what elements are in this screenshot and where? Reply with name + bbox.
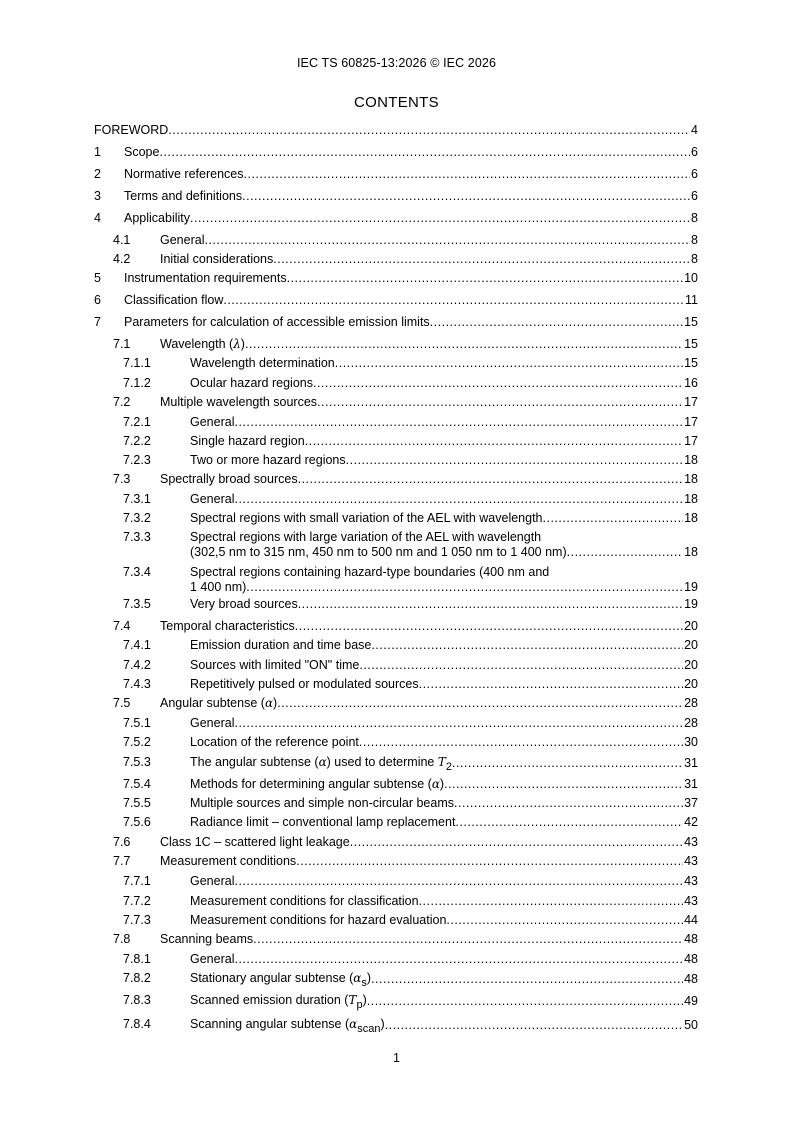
toc-section-number: 7	[94, 315, 101, 329]
dot-leader	[245, 337, 683, 352]
toc-section-number: 7.4.2	[123, 658, 151, 672]
toc-section-number: 7.7.3	[123, 913, 151, 927]
toc-entry[interactable]	[94, 376, 698, 391]
dot-leader	[359, 735, 683, 750]
toc-entry-body	[190, 1017, 698, 1033]
dot-leader	[444, 777, 683, 792]
dot-leader	[543, 511, 684, 526]
toc-entry[interactable]	[94, 874, 698, 889]
toc-entry-text: Initial considerations	[160, 252, 274, 266]
toc-entry-text: General	[190, 952, 235, 966]
toc-entry-text: Single hazard region	[190, 434, 305, 448]
toc-entry-body	[190, 874, 698, 889]
toc-entry[interactable]	[94, 565, 698, 595]
toc-entry-text: Stationary angular subtense (	[190, 971, 354, 985]
toc-entry[interactable]	[94, 777, 698, 792]
toc-entry[interactable]	[94, 415, 698, 430]
toc-entry[interactable]	[94, 658, 698, 673]
math-symbol: α	[353, 971, 362, 985]
toc-page-number: 8	[691, 211, 698, 225]
toc-entry-body	[160, 932, 698, 947]
toc-section-number: 7.5.6	[123, 815, 151, 829]
dot-leader	[359, 658, 683, 673]
toc-section-number: 7.5.4	[123, 777, 151, 791]
dot-leader	[168, 123, 690, 138]
page-number: 1	[393, 1051, 400, 1065]
toc-page-number: 20	[684, 638, 698, 652]
toc-page-number: 15	[684, 356, 698, 370]
toc-entry-text-suffix: )	[439, 777, 445, 791]
toc-page-number: 48	[684, 972, 698, 986]
toc-entry-text: General	[190, 716, 235, 730]
dot-leader	[452, 756, 683, 771]
toc-entry[interactable]	[94, 1017, 698, 1033]
dot-leader	[296, 854, 683, 869]
toc-section-number: 6	[94, 293, 101, 307]
toc-entry-body	[124, 211, 698, 226]
dot-leader	[234, 716, 683, 731]
toc-page-number: 16	[684, 376, 698, 390]
toc-page-number: 43	[684, 854, 698, 868]
toc-entry-text: Temporal characteristics	[160, 619, 295, 633]
dot-leader	[244, 167, 691, 182]
math-symbol: α	[318, 755, 327, 769]
toc-entry[interactable]	[94, 145, 698, 160]
toc-entry-body	[190, 777, 698, 792]
toc-entry[interactable]	[94, 993, 698, 1009]
toc-entry[interactable]	[94, 913, 698, 928]
toc-section-number: 7.5.3	[123, 755, 151, 769]
toc-entry-text: Multiple sources and simple non-circular beams	[190, 796, 455, 810]
toc-entry[interactable]	[94, 677, 698, 692]
toc-entry-body	[190, 565, 698, 595]
toc-entry-text: Multiple wavelength sources	[160, 395, 318, 409]
toc-entry[interactable]	[94, 932, 698, 947]
dot-leader	[367, 994, 683, 1009]
toc-section-number: 3	[94, 189, 101, 203]
toc-entry[interactable]	[94, 815, 698, 830]
toc-entry-text: Parameters for calculation of accessible emission limits	[124, 315, 430, 329]
dot-leader	[223, 293, 684, 308]
toc-page-number: 50	[684, 1018, 698, 1032]
toc-section-number: 7.8.2	[123, 971, 151, 985]
toc-section-number: 7.4	[113, 619, 131, 633]
toc-entry-body	[190, 356, 698, 371]
toc-entry-body	[94, 123, 698, 138]
math-subscript: p	[356, 999, 363, 1011]
toc-entry-text-suffix: ) used to determine	[326, 755, 438, 769]
toc-entry-text: Repetitively pulsed or modulated sources	[190, 677, 419, 691]
toc-page-number: 4	[691, 123, 698, 137]
toc-section-number: 7.8.4	[123, 1017, 151, 1031]
math-symbol: α	[349, 1017, 358, 1031]
toc-page-number: 31	[684, 777, 698, 791]
toc-section-number: 4.1	[113, 233, 131, 247]
math-subscript: scan	[357, 1023, 381, 1035]
toc-entry-body	[190, 677, 698, 692]
dot-leader	[350, 835, 683, 850]
toc-entry-body	[124, 145, 698, 160]
toc-entry-text: Scanning angular subtense (	[190, 1017, 350, 1031]
toc-entry-body	[124, 189, 698, 204]
toc-entry-body	[190, 511, 698, 526]
toc-entry[interactable]	[94, 395, 698, 410]
toc-entry[interactable]	[94, 735, 698, 750]
dot-leader	[287, 271, 684, 286]
toc-entry[interactable]	[94, 511, 698, 526]
dot-leader	[317, 395, 683, 410]
dot-leader	[295, 619, 683, 634]
toc-entry-text: Measurement conditions for classification	[190, 894, 419, 908]
toc-page-number: 18	[684, 453, 698, 467]
toc-entry-text: Spectrally broad sources	[160, 472, 298, 486]
toc-entry-text: 1 400 nm)	[190, 580, 247, 594]
toc-page-number: 15	[684, 337, 698, 351]
toc-entry[interactable]	[94, 755, 698, 771]
toc-section-number: 7.5.1	[123, 716, 151, 730]
toc-page-number: 17	[684, 434, 698, 448]
toc-page-number: 17	[684, 395, 698, 409]
toc-entry[interactable]	[94, 796, 698, 811]
toc-page-number: 28	[684, 696, 698, 710]
toc-entry[interactable]	[94, 356, 698, 371]
dot-leader	[234, 415, 683, 430]
dot-leader	[371, 638, 683, 653]
toc-entry-body	[190, 952, 698, 967]
toc-entry-body	[160, 619, 698, 634]
toc-entry[interactable]	[94, 492, 698, 507]
toc-entry-text: General	[190, 415, 235, 429]
toc-entry-body	[160, 854, 698, 869]
toc-page-number: 20	[684, 658, 698, 672]
toc-section-number: 7.7.2	[123, 894, 151, 908]
dot-leader	[159, 145, 690, 160]
toc-entry-body	[190, 735, 698, 750]
toc-entry-text-suffix: )	[366, 971, 372, 985]
toc-entry-body	[124, 271, 698, 286]
dot-leader	[454, 796, 683, 811]
toc-entry[interactable]	[94, 453, 698, 468]
toc-entry-body	[190, 993, 698, 1009]
toc-section-number: 7.3.2	[123, 511, 151, 525]
dot-leader	[455, 815, 683, 830]
toc-section-number: 7.4.1	[123, 638, 151, 652]
toc-entry-text: Scanning beams	[160, 932, 254, 946]
toc-entry[interactable]	[94, 252, 698, 267]
toc-entry-text: Classification flow	[124, 293, 224, 307]
toc-entry-body	[190, 716, 698, 731]
toc-section-number: 7.8.3	[123, 993, 151, 1007]
toc-page-number: 48	[684, 932, 698, 946]
toc-entry-text-suffix: )	[273, 696, 278, 710]
toc-page-number: 8	[691, 252, 698, 266]
toc-section-number: 7.2.3	[123, 453, 151, 467]
toc-entry[interactable]	[94, 696, 698, 711]
toc-page-number: 11	[685, 293, 698, 307]
dot-leader	[253, 932, 683, 947]
toc-page-number: 8	[691, 233, 698, 247]
toc-entry-text: Scanned emission duration (	[190, 993, 349, 1007]
dot-leader	[190, 211, 690, 226]
toc-entry-text: Instrumentation requirements	[124, 271, 287, 285]
toc-entry-text: Wavelength (	[160, 337, 234, 351]
toc-entry-body	[190, 415, 698, 430]
toc-page-number: 18	[684, 492, 698, 506]
toc-page-number: 28	[684, 716, 698, 730]
document-header: IEC TS 60825-13:2026 © IEC 2026	[296, 56, 496, 70]
toc-section-number: 2	[94, 167, 101, 181]
toc-entry-body	[190, 658, 698, 673]
dot-leader	[277, 696, 683, 711]
toc-entry-text: Terms and definitions	[124, 189, 243, 203]
toc-section-number: 7.2	[113, 395, 131, 409]
toc-page-number: 6	[691, 145, 698, 159]
toc-entry[interactable]	[94, 271, 698, 286]
dot-leader	[335, 356, 683, 371]
dot-leader	[242, 189, 690, 204]
toc-entry-text: Location of the reference point	[190, 735, 359, 749]
toc-entry[interactable]	[94, 315, 698, 330]
toc-entry[interactable]	[94, 293, 698, 308]
toc-entry[interactable]	[94, 638, 698, 653]
toc-page-number: 20	[684, 619, 698, 633]
toc-section-number: 7.7	[113, 854, 131, 868]
toc-entry[interactable]	[94, 337, 698, 352]
toc-page-number: 17	[684, 415, 698, 429]
toc-entry-text: Sources with limited "ON" time	[190, 658, 360, 672]
toc-entry-body	[190, 971, 698, 987]
toc-entry[interactable]	[94, 434, 698, 449]
toc-entry[interactable]	[94, 716, 698, 731]
toc-entry[interactable]	[94, 894, 698, 909]
toc-section-number: 7.3.1	[123, 492, 151, 506]
toc-entry[interactable]	[94, 123, 698, 138]
math-symbol: T	[348, 993, 357, 1007]
toc-entry-text: Spectral regions with small variation of the AEL with wavelength	[190, 511, 543, 525]
toc-section-number: 4.2	[113, 252, 131, 266]
toc-section-number: 7.1	[113, 337, 131, 351]
toc-section-number: 7.6	[113, 835, 131, 849]
toc-entry[interactable]	[94, 597, 698, 612]
toc-page-number: 18	[684, 472, 698, 486]
toc-section-number: 7.3.4	[123, 565, 151, 579]
toc-section-number: 4	[94, 211, 101, 225]
dot-leader	[419, 677, 683, 692]
toc-section-number: 7.1.1	[123, 356, 151, 370]
toc-page-number: 18	[684, 511, 698, 525]
toc-entry-body	[190, 913, 698, 928]
math-subscript: s	[361, 977, 367, 989]
dot-leader	[385, 1018, 683, 1033]
toc-entry-body	[190, 638, 698, 653]
toc-entry-body	[190, 815, 698, 830]
toc-entry-text: (302,5 nm to 315 nm, 450 nm to 500 nm and 1 050 nm to 1 400 nm)	[190, 545, 567, 559]
dot-leader	[419, 894, 684, 909]
math-subscript: 2	[445, 761, 452, 773]
toc-entry-text: Spectral regions containing hazard-type boundaries (400 nm and	[190, 565, 550, 579]
toc-entry-text-suffix: )	[362, 993, 367, 1007]
dot-leader	[204, 233, 690, 248]
dot-leader	[371, 972, 683, 987]
toc-page-number: 6	[691, 167, 698, 181]
toc-page-number: 19	[684, 580, 698, 594]
toc-entry[interactable]	[94, 619, 698, 634]
toc-section-number: 7.2.2	[123, 434, 151, 448]
toc-section-number: 7.4.3	[123, 677, 151, 691]
toc-page-number: 18	[684, 545, 698, 559]
toc-entry-body	[190, 376, 698, 391]
toc-entry-body	[124, 167, 698, 182]
dot-leader	[346, 453, 683, 468]
toc-section-number: 7.5.2	[123, 735, 151, 749]
toc-entry-text: General	[190, 874, 235, 888]
toc-entry[interactable]	[94, 854, 698, 869]
toc-page-number: 15	[684, 315, 698, 329]
toc-entry-text: Angular subtense (	[160, 696, 265, 710]
toc-entry-body	[190, 434, 698, 449]
toc-page-number: 20	[684, 677, 698, 691]
toc-section-number: 7.5	[113, 696, 131, 710]
toc-entry[interactable]	[94, 530, 698, 560]
toc-page-number: 49	[684, 994, 698, 1008]
toc-section-number: 7.8	[113, 932, 131, 946]
toc-entry[interactable]	[94, 211, 698, 226]
toc-section-number: 5	[94, 271, 101, 285]
dot-leader	[567, 545, 683, 560]
toc-page-number: 6	[691, 189, 698, 203]
toc-section-number: 7.5.5	[123, 796, 151, 810]
toc-entry-text: FOREWORD	[94, 123, 169, 137]
toc-page-number: 44	[684, 913, 698, 927]
toc-entry-text: Normative references	[124, 167, 244, 181]
toc-entry-body	[190, 597, 698, 612]
toc-entry-text-suffix: )	[380, 1017, 385, 1031]
math-symbol: α	[431, 777, 440, 791]
math-symbol: T	[437, 755, 446, 769]
toc-entry[interactable]	[94, 835, 698, 850]
toc-entry-text: Methods for determining angular subtense (	[190, 777, 432, 791]
toc-section-number: 7.3.5	[123, 597, 151, 611]
toc-entry-text: Very broad sources	[190, 597, 298, 611]
toc-entry-text: Two or more hazard regions	[190, 453, 346, 467]
dot-leader	[273, 252, 690, 267]
toc-entry-text: Wavelength determination	[190, 356, 335, 370]
toc-entry-text: Scope	[124, 145, 160, 159]
toc-entry[interactable]	[94, 233, 698, 248]
toc-entry-text: General	[190, 492, 235, 506]
toc-entry-body	[160, 395, 698, 410]
toc-page-number: 19	[684, 597, 698, 611]
toc-entry-body	[160, 696, 698, 711]
toc-section-number: 7.1.2	[123, 376, 151, 390]
toc-section-number: 7.7.1	[123, 874, 151, 888]
toc-entry-text-suffix: )	[240, 337, 245, 351]
dot-leader	[246, 580, 683, 595]
toc-page-number: 37	[684, 796, 698, 810]
toc-page-number: 30	[684, 735, 698, 749]
toc-entry-text: Emission duration and time base	[190, 638, 372, 652]
toc-entry-text: Ocular hazard regions	[190, 376, 313, 390]
dot-leader	[298, 472, 684, 487]
toc-entry-body	[124, 315, 698, 330]
toc-entry-body	[190, 755, 698, 771]
toc-page-number: 31	[684, 756, 698, 770]
toc-entry-body	[124, 293, 698, 308]
dot-leader	[305, 434, 683, 449]
dot-leader	[234, 492, 683, 507]
toc-page-number: 10	[684, 271, 698, 285]
dot-leader	[234, 952, 683, 967]
toc-entry-body	[160, 252, 698, 267]
toc-section-number: 7.3	[113, 472, 131, 486]
toc-entry[interactable]	[94, 472, 698, 487]
toc-page-number: 43	[684, 874, 698, 888]
toc-entry-text: General	[160, 233, 205, 247]
toc-entry[interactable]	[94, 189, 698, 204]
toc-entry-text: Applicability	[124, 211, 191, 225]
toc-page-number: 43	[684, 835, 698, 849]
page-title: CONTENTS	[354, 94, 439, 111]
toc-entry-body	[190, 894, 698, 909]
toc-entry-body	[190, 492, 698, 507]
toc-entry-text: Measurement conditions	[160, 854, 297, 868]
toc-entry[interactable]	[94, 167, 698, 182]
toc-section-number: 7.8.1	[123, 952, 151, 966]
dot-leader	[298, 597, 683, 612]
toc-entry[interactable]	[94, 971, 698, 987]
toc-entry-body	[160, 337, 698, 352]
toc-entry-text: The angular subtense (	[190, 755, 319, 769]
toc-entry-body	[190, 796, 698, 811]
toc-entry-body	[160, 835, 698, 850]
toc-entry-text: Class 1C – scattered light leakage	[160, 835, 350, 849]
toc-section-number: 7.3.3	[123, 530, 151, 544]
dot-leader	[430, 315, 683, 330]
toc-entry-body	[160, 472, 698, 487]
toc-entry-body	[190, 530, 698, 560]
dot-leader	[446, 913, 683, 928]
dot-leader	[313, 376, 683, 391]
toc-page-number: 42	[684, 815, 698, 829]
toc-entry-text: Measurement conditions for hazard evaluation	[190, 913, 447, 927]
math-symbol: α	[264, 696, 274, 710]
toc-section-number: 1	[94, 145, 101, 159]
toc-entry[interactable]	[94, 952, 698, 967]
toc-page-number: 43	[684, 894, 698, 908]
toc-page-number: 48	[684, 952, 698, 966]
toc-entry-body	[160, 233, 698, 248]
toc-entry-body	[190, 453, 698, 468]
toc-entry-text: Radiance limit – conventional lamp replacement	[190, 815, 456, 829]
toc-section-number: 7.2.1	[123, 415, 151, 429]
math-symbol: λ	[233, 337, 241, 351]
toc-entry-text: Spectral regions with large variation of the AEL with wavelength	[190, 530, 542, 544]
dot-leader	[234, 874, 683, 889]
